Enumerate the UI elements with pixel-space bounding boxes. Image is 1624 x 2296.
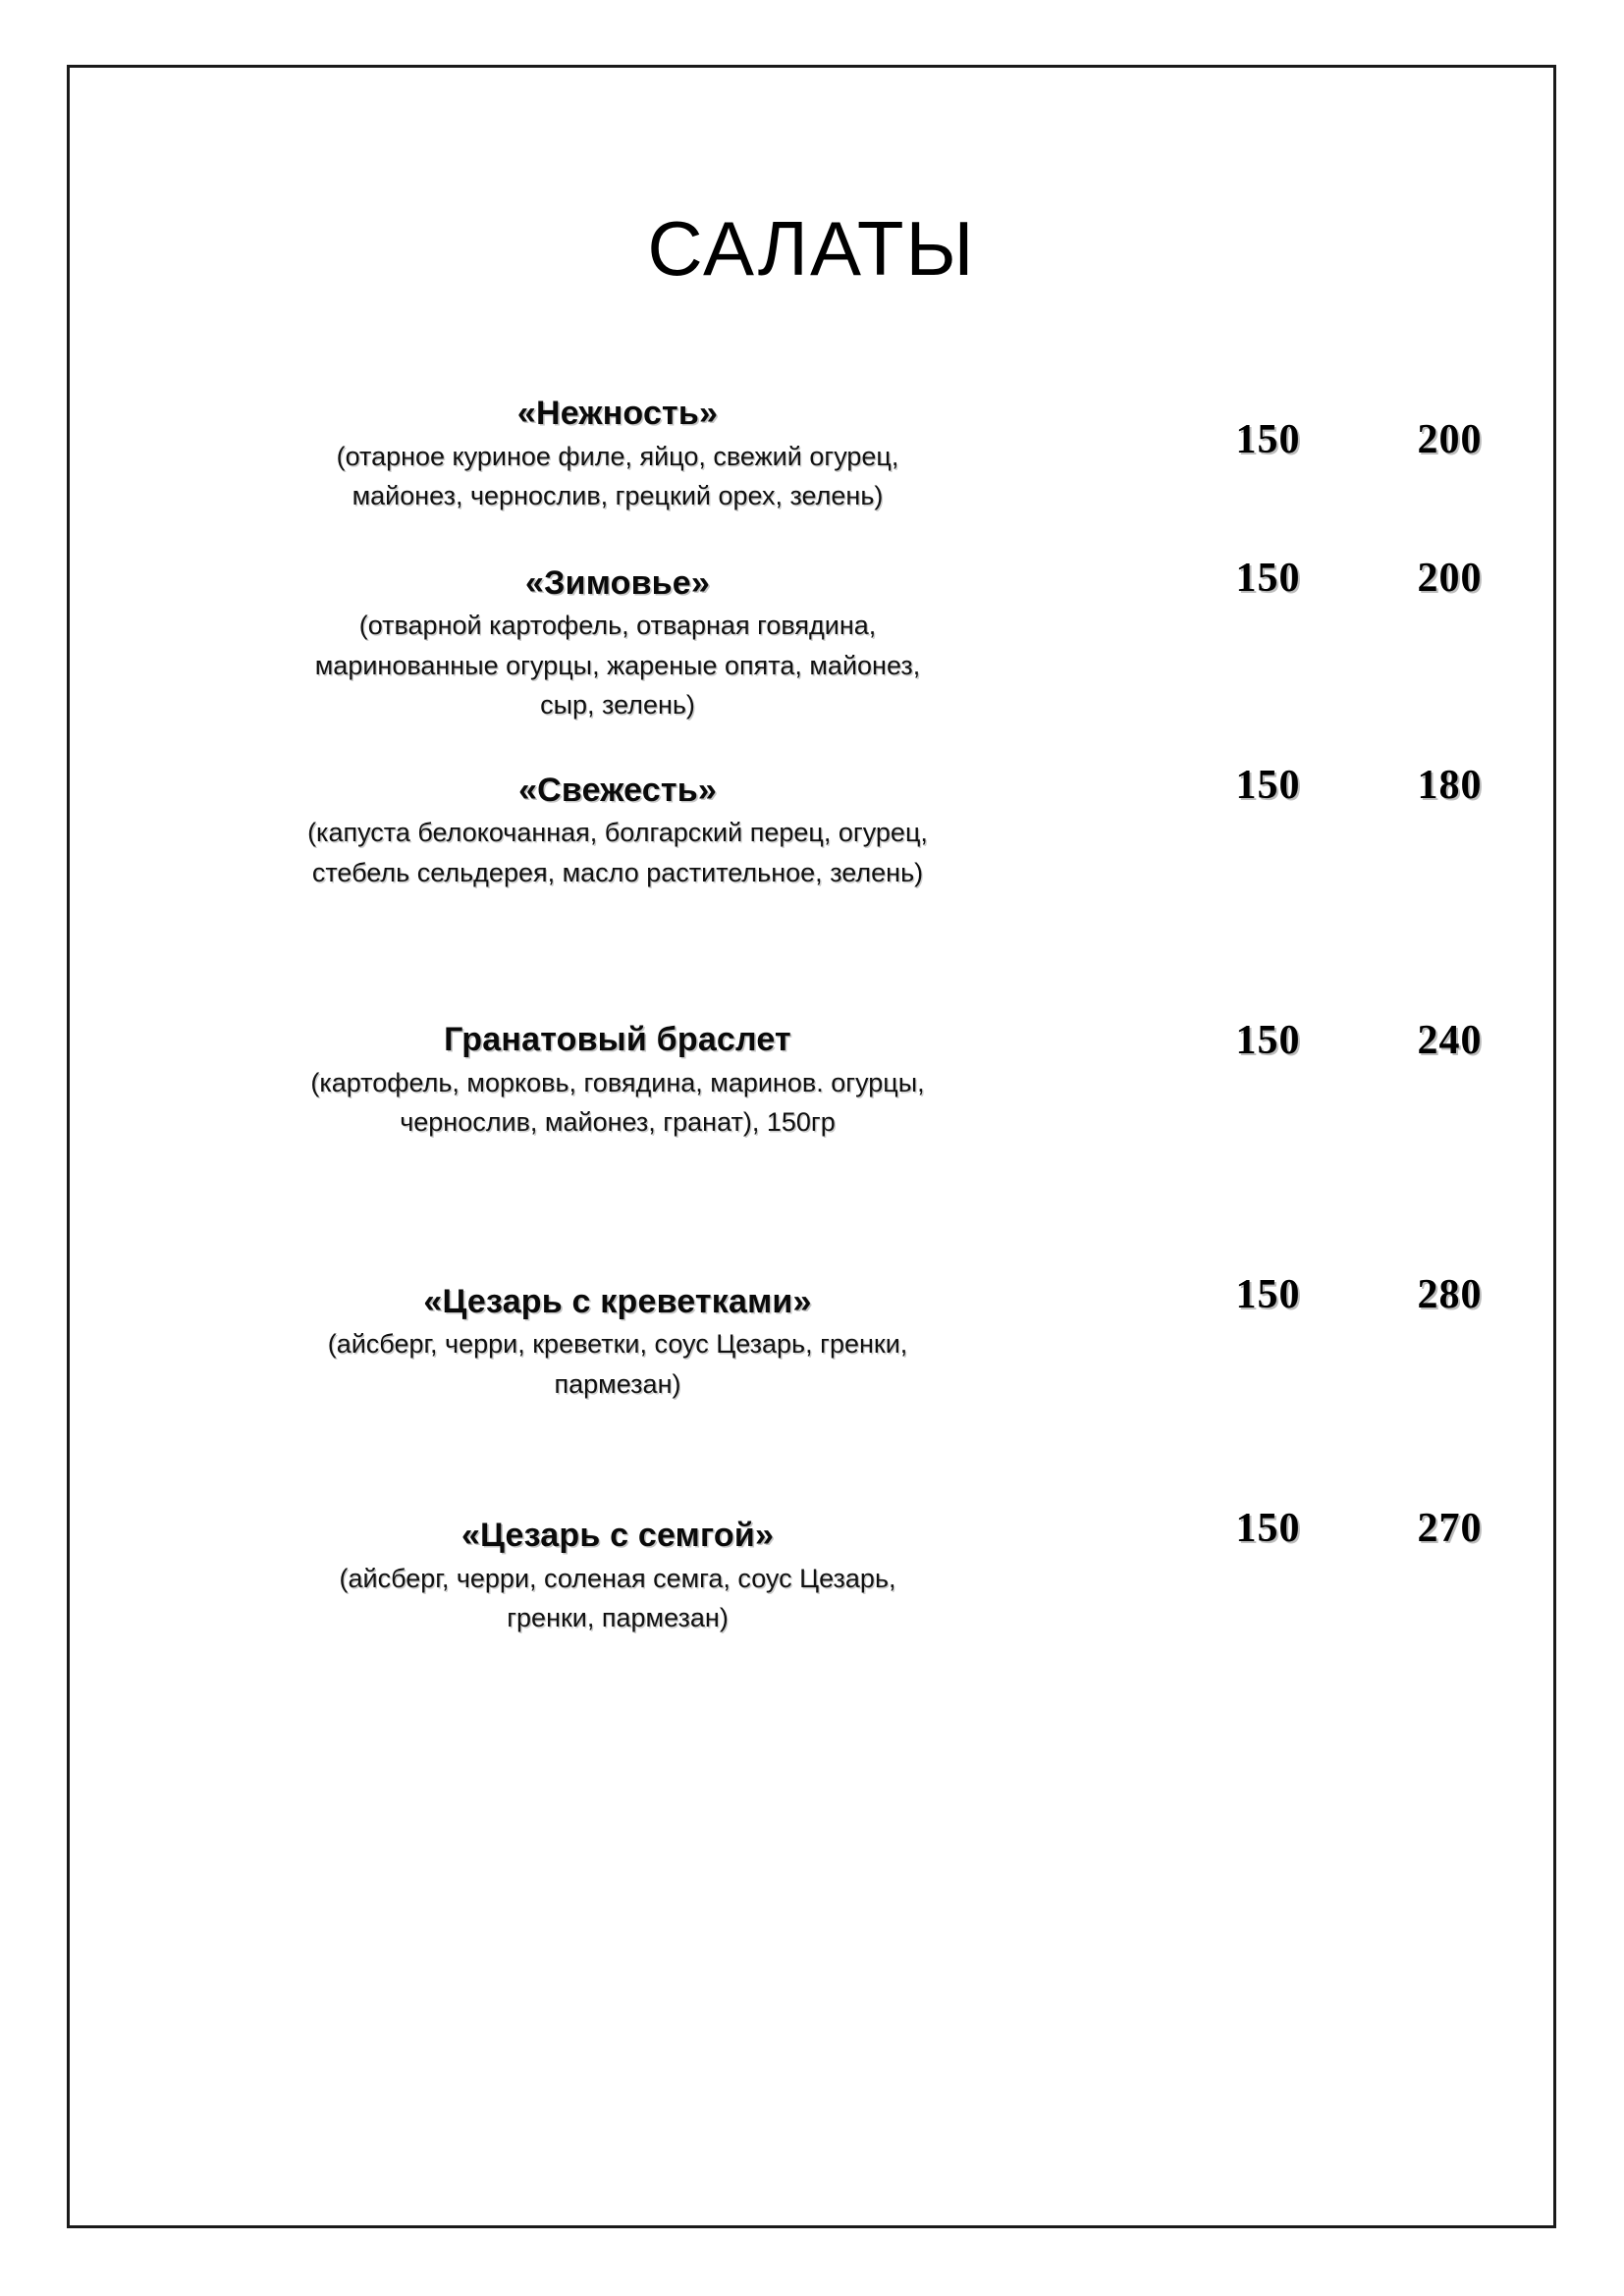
menu-item bbox=[73, 762, 1550, 893]
menu-item bbox=[73, 392, 1550, 516]
menu-item-price: 280 bbox=[1417, 1271, 1483, 1317]
menu-item-price: 200 bbox=[1417, 555, 1483, 601]
menu-item-text bbox=[73, 769, 1143, 893]
menu-item-weight: 150 bbox=[1235, 417, 1301, 462]
menu-item-name: «Цезарь с креветками» bbox=[423, 1282, 812, 1320]
menu-item-weight: 150 bbox=[1235, 1506, 1301, 1552]
menu-item-description-line: (капуста белокочанная, болгарский перец, огурец, bbox=[307, 818, 928, 848]
menu-item-description bbox=[92, 1324, 1143, 1404]
menu-item-price: 270 bbox=[1417, 1506, 1483, 1552]
menu-item-price: 180 bbox=[1417, 762, 1483, 808]
menu-item-name: «Цезарь с семгой» bbox=[460, 1517, 775, 1555]
menu-item-prices bbox=[1182, 1271, 1565, 1317]
menu-item-description-line: (отарное куриное филе, яйцо, свежий огурец, bbox=[336, 441, 899, 471]
menu-item-text bbox=[73, 1514, 1143, 1638]
menu-item-description-line: маринованные огурцы, жареные опята, майонез, bbox=[314, 650, 921, 680]
menu-item-description-line: сыр, зелень) bbox=[540, 690, 695, 721]
menu-item-description bbox=[92, 606, 1143, 725]
menu-item-weight: 150 bbox=[1235, 555, 1301, 601]
menu-item-description-line: (отварной картофель, отварная говядина, bbox=[358, 611, 877, 641]
menu-item-description-line: гренки, пармезан) bbox=[507, 1603, 729, 1633]
menu-item-weight: 150 bbox=[1235, 762, 1301, 808]
menu-item-prices bbox=[1182, 555, 1565, 601]
menu-item-text bbox=[73, 561, 1143, 725]
menu-item-prices bbox=[1182, 762, 1565, 808]
menu-item-description bbox=[92, 813, 1143, 892]
menu-item-weight: 150 bbox=[1235, 1271, 1301, 1317]
menu-item-description-line: (айсберг, черри, соленая семга, соус Цезарь, bbox=[339, 1563, 896, 1593]
menu-item-name: «Зимовье» bbox=[524, 563, 710, 602]
menu-item-weight: 150 bbox=[1235, 1018, 1301, 1064]
menu-item-prices bbox=[1182, 1018, 1565, 1064]
menu-item bbox=[73, 1018, 1550, 1143]
menu-item-list bbox=[73, 392, 1550, 1638]
menu-item-description bbox=[92, 1559, 1143, 1638]
menu-item-text bbox=[73, 1280, 1143, 1405]
menu-item-description-line: (картофель, морковь, говядина, маринов. огурцы, bbox=[310, 1067, 925, 1097]
menu-item-name: «Свежесть» bbox=[518, 771, 717, 809]
menu-item bbox=[73, 1506, 1550, 1638]
menu-item-price: 200 bbox=[1417, 417, 1483, 462]
menu-item-description-line: майонез, чернослив, грецкий орех, зелень) bbox=[352, 481, 884, 511]
menu-item-price: 240 bbox=[1417, 1018, 1483, 1064]
menu-item-name: «Нежность» bbox=[516, 395, 719, 432]
menu-item-description-line: чернослив, майонез, гранат), 150гр bbox=[400, 1107, 836, 1138]
page-title: САЛАТЫ bbox=[647, 205, 976, 293]
menu-item bbox=[73, 1271, 1550, 1405]
menu-item-prices bbox=[1182, 1506, 1565, 1552]
menu-item-description bbox=[92, 1063, 1143, 1143]
menu-item-text bbox=[73, 392, 1143, 516]
menu-item bbox=[73, 555, 1550, 725]
menu-item-description-line: пармезан) bbox=[554, 1368, 681, 1399]
menu-item-name: Гранатовый браслет bbox=[444, 1021, 791, 1059]
menu-item-description-line: (айсберг, черри, креветки, соус Цезарь, гренки, bbox=[327, 1329, 908, 1360]
page-border-frame bbox=[67, 65, 1556, 2228]
menu-item-description bbox=[92, 437, 1143, 516]
menu-item-description-line: стебель сельдерея, масло растительное, зелень) bbox=[311, 857, 924, 887]
menu-item-text bbox=[73, 1018, 1143, 1143]
menu-item-prices bbox=[1182, 419, 1565, 460]
